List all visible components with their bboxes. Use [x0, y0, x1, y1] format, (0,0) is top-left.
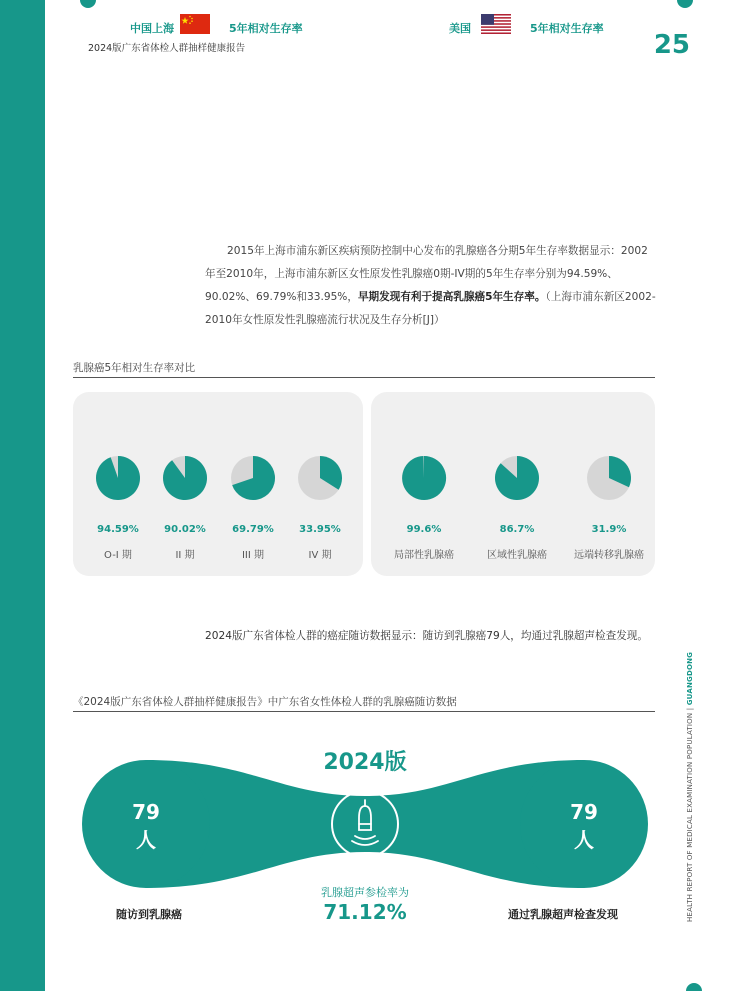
pie-label: 局部性乳腺癌 — [394, 550, 454, 561]
left-caption: 随访到乳腺癌 — [116, 908, 182, 921]
section-title-comparison: 乳腺癌5年相对生存率对比 — [73, 362, 196, 374]
pie-percent: 94.59% — [97, 524, 139, 535]
pie-label: O-I 期 — [104, 550, 132, 561]
right-caption: 通过乳腺超声检查发现 — [508, 908, 618, 921]
right-unit: 人 — [574, 828, 594, 852]
usa-region-label: 美国 — [449, 22, 471, 35]
pie-percent: 31.9% — [591, 524, 627, 535]
china-metric-label: 5年相对生存率 — [229, 22, 303, 35]
side-caption-region: GUANGDONG — [686, 651, 694, 706]
pie-percent: 86.7% — [499, 524, 535, 535]
pie-label: II 期 — [175, 550, 195, 561]
followup-note: 2024版广东省体检人群的癌症随访数据显示：随访到乳腺癌79人，均通过乳腺超声检查发现。 — [205, 630, 648, 642]
section-title-followup: 《2024版广东省体检人群抽样健康报告》中广东省女性体检人群的乳腺癌随访数据 — [73, 696, 457, 708]
pie-label: 远端转移乳腺癌 — [574, 550, 644, 561]
side-caption — [686, 652, 694, 922]
china-region-label: 中国上海 — [130, 22, 174, 35]
intro-citation: （上海市浦东新区2002-2010年女性原发性乳腺癌流行状况及生存分析[J]） — [205, 291, 656, 326]
left-unit: 人 — [136, 828, 156, 852]
intro-text: 2015年上海市浦东新区疾病预防控制中心发布的乳腺癌各分期5年生存率数据显示：2002年至2010年，上海市浦东新区女性原发性乳腺癌0期-IV期的5年生存率分别为94.59%、90.02%、69.79%和33.95%， — [205, 245, 648, 303]
year-badge: 2024版 — [323, 750, 407, 775]
pie-label: IV 期 — [308, 550, 332, 561]
pie-percent: 33.95% — [299, 524, 341, 535]
left-count: 79 — [132, 800, 160, 824]
pie-label: 区域性乳腺癌 — [487, 550, 547, 561]
intro-emphasis: 早期发现有利于提高乳腺癌5年生存率。 — [357, 291, 546, 303]
pie-percent: 69.79% — [232, 524, 274, 535]
report-title: 2024版广东省体检人群抽样健康报告 — [88, 43, 246, 54]
pie-percent: 90.02% — [164, 524, 206, 535]
right-count: 79 — [570, 800, 598, 824]
rate-label: 乳腺超声参检率为 — [321, 886, 409, 899]
usa-metric-label: 5年相对生存率 — [530, 22, 604, 35]
side-caption-prefix: HEALTH REPORT OF MEDICAL EXAMINATION POPULATION | — [686, 705, 694, 922]
rate-value: 71.12% — [323, 900, 407, 924]
pie-percent: 99.6% — [406, 524, 442, 535]
pie-label: III 期 — [241, 550, 265, 561]
page-number: 25 — [653, 30, 690, 60]
